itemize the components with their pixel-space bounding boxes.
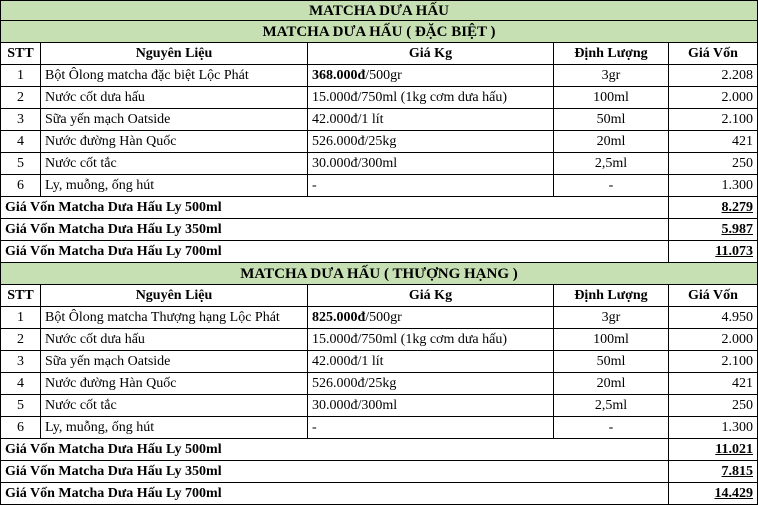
- table-row: [1, 109, 758, 131]
- stt-cell: 4: [1, 373, 41, 395]
- price-text: 526.000đ/25kg: [312, 133, 397, 149]
- table-row: [1, 175, 758, 197]
- cost-cell: 2.100: [669, 351, 758, 373]
- cost-cell: 2.000: [669, 329, 758, 351]
- cost-cell: 421: [669, 131, 758, 153]
- price-cell: [308, 153, 554, 175]
- total-value: 5.987: [669, 219, 758, 241]
- ingredient-cell: Bột Ôlong matcha Thượng hạng Lộc Phát: [41, 307, 308, 329]
- quantity-header: Định Lượng: [554, 43, 669, 65]
- cost-cell: 250: [669, 395, 758, 417]
- stt-cell: 5: [1, 395, 41, 417]
- cost-cell: 1.300: [669, 417, 758, 439]
- ingredient-cell: Ly, muỗng, ống hút: [41, 417, 308, 439]
- ingredient-cell: Sữa yến mạch Oatside: [41, 351, 308, 373]
- total-label: Giá Vốn Matcha Dưa Hấu Ly 350ml: [1, 219, 669, 241]
- section-title: MATCHA DƯA HẤU ( THƯỢNG HẠNG ): [1, 263, 758, 285]
- price-cell: [308, 417, 554, 439]
- price-text: 42.000đ/1 lít: [312, 353, 384, 369]
- table-row: [1, 153, 758, 175]
- quantity-cell: 2,5ml: [554, 395, 669, 417]
- cost-cell: 421: [669, 373, 758, 395]
- price-header: Giá Kg: [308, 43, 554, 65]
- price-highlight: 825.000đ: [312, 309, 366, 325]
- header-row: [1, 43, 758, 65]
- table-row: [1, 329, 758, 351]
- price-header: Giá Kg: [308, 285, 554, 307]
- quantity-cell: 100ml: [554, 329, 669, 351]
- quantity-cell: 2,5ml: [554, 153, 669, 175]
- ingredient-cell: Ly, muỗng, ống hút: [41, 175, 308, 197]
- header-row: [1, 285, 758, 307]
- price-text: /500gr: [365, 67, 402, 83]
- stt-cell: 3: [1, 109, 41, 131]
- price-cell: [308, 65, 554, 87]
- stt-cell: 3: [1, 351, 41, 373]
- quantity-cell: 50ml: [554, 109, 669, 131]
- stt-cell: 5: [1, 153, 41, 175]
- price-cell: [308, 307, 554, 329]
- total-label: Giá Vốn Matcha Dưa Hấu Ly 500ml: [1, 439, 669, 461]
- table-row: [1, 307, 758, 329]
- total-label: Giá Vốn Matcha Dưa Hấu Ly 700ml: [1, 483, 669, 505]
- total-row: [1, 461, 758, 483]
- total-label: Giá Vốn Matcha Dưa Hấu Ly 350ml: [1, 461, 669, 483]
- ingredient-cell: Nước cốt tắc: [41, 395, 308, 417]
- price-cell: [308, 351, 554, 373]
- stt-header: STT: [1, 43, 41, 65]
- stt-cell: 2: [1, 87, 41, 109]
- sheet-title: MATCHA DƯA HẤU: [1, 1, 758, 21]
- price-text: /500gr: [365, 309, 402, 325]
- price-cell: [308, 373, 554, 395]
- price-highlight: 368.000đ: [312, 67, 366, 83]
- ingredient-header: Nguyên Liệu: [41, 285, 308, 307]
- price-cell: [308, 329, 554, 351]
- price-text: 15.000đ/750ml (1kg cơm dưa hấu): [312, 89, 508, 105]
- total-row: [1, 219, 758, 241]
- total-row: [1, 439, 758, 461]
- total-value: 11.021: [669, 439, 758, 461]
- cost-cell: 2.000: [669, 87, 758, 109]
- quantity-cell: 20ml: [554, 131, 669, 153]
- price-text: 42.000đ/1 lít: [312, 111, 384, 127]
- price-text: -: [312, 177, 317, 193]
- stt-header: STT: [1, 285, 41, 307]
- total-label: Giá Vốn Matcha Dưa Hấu Ly 700ml: [1, 241, 669, 263]
- quantity-header: Định Lượng: [554, 285, 669, 307]
- table-row: [1, 351, 758, 373]
- price-text: 526.000đ/25kg: [312, 375, 397, 391]
- price-text: 15.000đ/750ml (1kg cơm dưa hấu): [312, 331, 508, 347]
- total-label: Giá Vốn Matcha Dưa Hấu Ly 500ml: [1, 197, 669, 219]
- total-row: [1, 483, 758, 505]
- section-title: MATCHA DƯA HẤU ( ĐẶC BIỆT ): [1, 21, 758, 43]
- ingredient-cell: Bột Ôlong matcha đặc biệt Lộc Phát: [41, 65, 308, 87]
- total-value: 8.279: [669, 197, 758, 219]
- quantity-cell: 3gr: [554, 307, 669, 329]
- ingredient-cell: Nước đường Hàn Quốc: [41, 373, 308, 395]
- stt-cell: 6: [1, 417, 41, 439]
- ingredient-cell: Nước cốt dưa hấu: [41, 329, 308, 351]
- table-row: [1, 87, 758, 109]
- table-row: [1, 65, 758, 87]
- stt-cell: 6: [1, 175, 41, 197]
- ingredient-cell: Nước cốt dưa hấu: [41, 87, 308, 109]
- price-cell: [308, 175, 554, 197]
- ingredient-cell: Nước cốt tắc: [41, 153, 308, 175]
- quantity-cell: 50ml: [554, 351, 669, 373]
- quantity-cell: -: [554, 417, 669, 439]
- table-row: [1, 395, 758, 417]
- cost-cell: 250: [669, 153, 758, 175]
- section-title-row: [1, 21, 758, 43]
- cost-header: Giá Vốn: [669, 285, 758, 307]
- total-row: [1, 197, 758, 219]
- price-text: 30.000đ/300ml: [312, 155, 398, 171]
- stt-cell: 1: [1, 307, 41, 329]
- cost-cell: 2.100: [669, 109, 758, 131]
- quantity-cell: 100ml: [554, 87, 669, 109]
- cost-cell: 2.208: [669, 65, 758, 87]
- section-title-row: [1, 263, 758, 285]
- price-text: -: [312, 419, 317, 435]
- price-cell: [308, 395, 554, 417]
- quantity-cell: 20ml: [554, 373, 669, 395]
- cost-cell: 1.300: [669, 175, 758, 197]
- ingredient-cell: Nước đường Hàn Quốc: [41, 131, 308, 153]
- table-row: [1, 373, 758, 395]
- cost-header: Giá Vốn: [669, 43, 758, 65]
- price-cell: [308, 131, 554, 153]
- total-row: [1, 241, 758, 263]
- total-value: 11.073: [669, 241, 758, 263]
- table-row: [1, 417, 758, 439]
- stt-cell: 1: [1, 65, 41, 87]
- ingredient-cell: Sữa yến mạch Oatside: [41, 109, 308, 131]
- total-value: 7.815: [669, 461, 758, 483]
- table-row: [1, 131, 758, 153]
- ingredient-header: Nguyên Liệu: [41, 43, 308, 65]
- price-cell: [308, 109, 554, 131]
- quantity-cell: 3gr: [554, 65, 669, 87]
- quantity-cell: -: [554, 175, 669, 197]
- stt-cell: 2: [1, 329, 41, 351]
- price-text: 30.000đ/300ml: [312, 397, 398, 413]
- stt-cell: 4: [1, 131, 41, 153]
- total-value: 14.429: [669, 483, 758, 505]
- cost-cell: 4.950: [669, 307, 758, 329]
- price-cell: [308, 87, 554, 109]
